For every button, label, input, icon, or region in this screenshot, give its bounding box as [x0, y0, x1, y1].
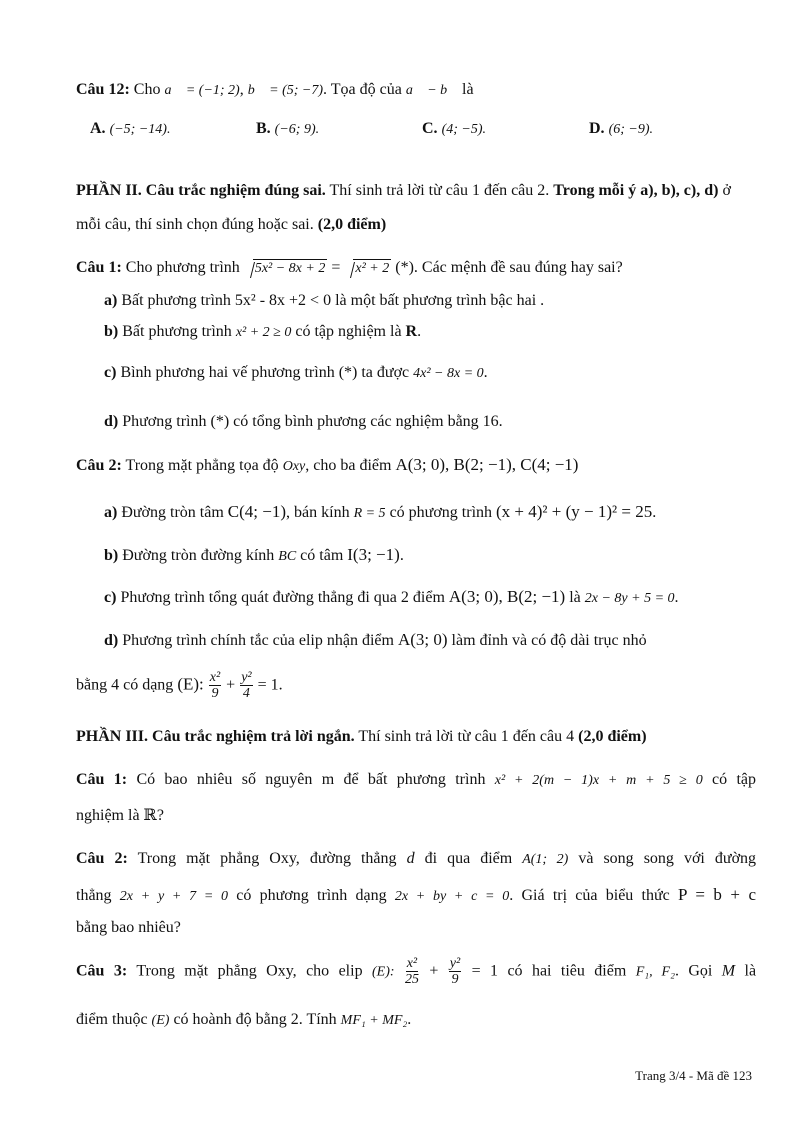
vector-b: b⃗ = (5; −7) [247, 83, 324, 98]
item-text: bằng 4 có dạng [76, 676, 174, 694]
point: A(1; 2) [522, 852, 569, 867]
item-label: c) [104, 589, 117, 606]
fraction-y [240, 670, 252, 702]
fraction-x [209, 670, 221, 702]
item-text: là [569, 589, 581, 606]
period: . [674, 589, 679, 606]
page-footer: Trang 3/4 - Mã đề 123 [635, 1068, 752, 1083]
section-score: (2,0 điểm) [317, 216, 387, 233]
option-value: (−6; 9). [274, 122, 320, 137]
p3-question-3 [76, 956, 756, 988]
item-text: Phương trình tổng quát đường thẳng đi qua 2 điểm [120, 589, 445, 606]
item-text: có tâm [300, 547, 344, 564]
equation-rhs: = 1. [257, 676, 283, 694]
item-label: a) [104, 292, 118, 309]
item-text: Bất phương trình 5x² - 8x +2 < 0 là một bất phương trình bậc hai . [121, 292, 545, 309]
question-label: Câu 2: [76, 850, 128, 867]
item-label: a) [104, 504, 118, 521]
option-b [256, 120, 319, 138]
item-text: Bất phương trình [122, 323, 232, 340]
period: . [399, 547, 404, 564]
option-letter: D. [589, 120, 605, 137]
period: . [483, 364, 488, 381]
line-equation: 2x + y + 7 = 0 [119, 889, 229, 904]
item-label: b) [104, 323, 119, 340]
ellipse-label: (E): [177, 674, 204, 694]
p2q1-item-d [104, 412, 756, 432]
line-equation-form: 2x + by + c = 0 [394, 889, 510, 904]
period: . [652, 504, 657, 521]
inequality: x² + 2(m − 1)x + m + 5 ≥ 0 [494, 773, 703, 788]
question-text: Cho [133, 81, 161, 98]
real-set: R [405, 323, 418, 340]
question-text: bằng bao nhiêu? [76, 919, 181, 936]
denominator: 9 [451, 972, 459, 988]
section-text: Thí sinh trả lời từ câu 1 đến câu 4 [358, 728, 575, 745]
equals-sign: = [331, 259, 341, 276]
item-label: c) [104, 364, 117, 381]
p2q2-item-a [104, 501, 756, 523]
question-text: có hai tiêu điểm [507, 962, 627, 980]
question-label: Câu 12: [76, 81, 130, 98]
sum-expression: MF₁ + MF₂ [340, 1013, 408, 1028]
radical-right: x² + 2 [355, 261, 390, 276]
item-text: Phương trình (*) có tổng bình phương các nghiệm bằng 16. [122, 413, 503, 430]
section-title: PHẦN II. Câu trắc nghiệm đúng sai. [76, 182, 326, 199]
question-text: điểm thuộc [76, 1011, 148, 1028]
p2-question-1 [76, 258, 756, 278]
p3-question-2 [76, 849, 756, 869]
item-text: Bình phương hai vế phương trình (*) ta được [120, 364, 410, 381]
denominator: 4 [242, 686, 250, 702]
p3-question-3-line2 [76, 1010, 756, 1030]
plus-sign: + [429, 962, 439, 980]
item-text: Phương trình chính tắc của elip nhận điểm [122, 632, 394, 649]
line-d: d [406, 850, 415, 867]
option-letter: B. [256, 120, 271, 137]
question-text: . Giá trị của biểu thức [509, 887, 670, 904]
option-d [589, 120, 653, 138]
question-text: có hoành độ bằng 2. Tính [173, 1011, 337, 1028]
part-2-heading [76, 174, 756, 242]
item-label: d) [104, 632, 119, 649]
equation: 4x² − 8x = 0 [413, 366, 484, 381]
question-text: có phương trình dạng [236, 887, 387, 904]
separator: , [239, 81, 244, 98]
question-text: . Gọi [674, 962, 713, 980]
p3-question-2-line3 [76, 918, 756, 938]
p3-question-2-line2 [76, 884, 756, 906]
points-list: A(3; 0), B(2; −1), C(4; −1) [395, 455, 579, 474]
p2-question-2 [76, 454, 756, 476]
vertex-point: A(3; 0) [397, 630, 448, 649]
question-text: Trong mặt phẳng Oxy, đường thẳng [137, 850, 397, 867]
circle-center: C(4; −1) [227, 502, 287, 521]
circle-center: I(3; −1) [347, 545, 400, 564]
option-c [422, 120, 486, 138]
p2q1-item-b [104, 322, 756, 342]
p3-question-1-line2 [76, 806, 756, 826]
question-label: Câu 1: [76, 771, 128, 788]
item-text: Đường tròn đường kính [122, 547, 275, 564]
p2q1-item-a [104, 291, 756, 311]
question-text: . Tọa độ của [323, 81, 402, 98]
real-set: ℝ [143, 807, 157, 824]
question-text: Trong mặt phẳng Oxy, cho elip [136, 962, 363, 980]
option-letter: A. [90, 120, 106, 137]
question-12 [76, 80, 756, 100]
question-text: là [744, 962, 757, 980]
plus-sign: + [226, 676, 236, 694]
fraction-y [449, 956, 461, 988]
item-text: làm đỉnh và có độ dài trục nhỏ [451, 632, 647, 649]
vector-difference: a⃗ − b⃗ [405, 83, 459, 98]
points-list: A(3; 0), B(2; −1) [448, 587, 566, 606]
question-text: Có bao nhiêu số nguyên m để bất phương trình [136, 771, 486, 788]
question-label: Câu 2: [76, 457, 122, 474]
p2q2-item-b [104, 544, 756, 566]
p3-question-1 [76, 770, 756, 790]
plane-name: Oxy [282, 459, 306, 474]
item-label: d) [104, 413, 119, 430]
expression-p: P = b + c [678, 885, 757, 904]
question-text: Cho phương trình [125, 259, 240, 276]
circle-equation: (x + 4)² + (y − 1)² = 25 [496, 502, 653, 521]
ellipse-ref: (E) [151, 1013, 170, 1028]
question-text: có tập [712, 771, 757, 788]
option-value: (4; −5). [441, 122, 486, 137]
inequality: x² + 2 ≥ 0 [235, 325, 292, 340]
part-3-heading [76, 727, 756, 747]
option-a [90, 120, 170, 138]
question-text: là [462, 81, 474, 98]
line-equation: 2x − 8y + 5 = 0 [584, 591, 675, 606]
ellipse-label: (E): [371, 964, 395, 980]
option-value: (6; −9). [608, 122, 653, 137]
item-text: Đường tròn tâm [121, 504, 224, 521]
item-text: có tập nghiệm là [295, 323, 402, 340]
numerator: x² [209, 670, 221, 685]
numerator: y² [241, 670, 252, 685]
segment: BC [278, 549, 297, 564]
section-title: PHẦN III. Câu trắc nghiệm trả lời ngắn. [76, 728, 355, 745]
period: . [407, 1011, 412, 1028]
question-label: Câu 1: [76, 259, 122, 276]
question-text: thẳng [76, 887, 112, 904]
question-text: (*). Các mệnh đề sau đúng hay sai? [395, 259, 623, 276]
vector-a: a⃗ = (−1; 2) [164, 83, 240, 98]
fraction-x [405, 956, 419, 988]
item-label: b) [104, 547, 119, 564]
p2q2-item-d-line2 [76, 670, 756, 702]
denominator: 9 [211, 686, 219, 702]
p2q1-item-c [104, 363, 756, 383]
period: . [417, 323, 422, 340]
numerator: x² [406, 956, 418, 971]
item-text: có phương trình [389, 504, 493, 521]
question-label: Câu 3: [76, 962, 128, 980]
question-text: , cho ba điểm [305, 457, 392, 474]
question-text: và song song với đường [578, 850, 757, 867]
denominator: 25 [404, 972, 419, 988]
foci: F₁, F₂ [635, 964, 675, 980]
p2q2-item-d [104, 629, 756, 651]
section-text-bold: Trong mỗi ý [553, 182, 637, 199]
question-text: nghiệm là [76, 807, 140, 824]
point-m: M [721, 962, 736, 980]
question-mark: ? [156, 807, 164, 824]
section-text: Thí sinh trả lời từ câu 1 đến câu 2. [329, 182, 550, 199]
numerator: y² [449, 956, 461, 971]
p2q2-item-c [104, 586, 756, 608]
radius: R = 5 [353, 506, 386, 521]
section-text: ở mỗi câu, thí sinh chọn đúng hoặc sai. [76, 182, 731, 233]
question-text: Trong mặt phẳng tọa độ [125, 457, 279, 474]
radical-left: 5x² − 8x + 2 [254, 261, 326, 276]
equation-rhs: = 1 [471, 962, 499, 980]
section-text-bold: a), b), c), d) [640, 182, 719, 199]
section-score: (2,0 điểm) [578, 728, 647, 745]
option-value: (−5; −14). [109, 122, 171, 137]
item-text: , bán kính [286, 504, 350, 521]
question-text: đi qua điểm [424, 850, 513, 867]
option-letter: C. [422, 120, 438, 137]
